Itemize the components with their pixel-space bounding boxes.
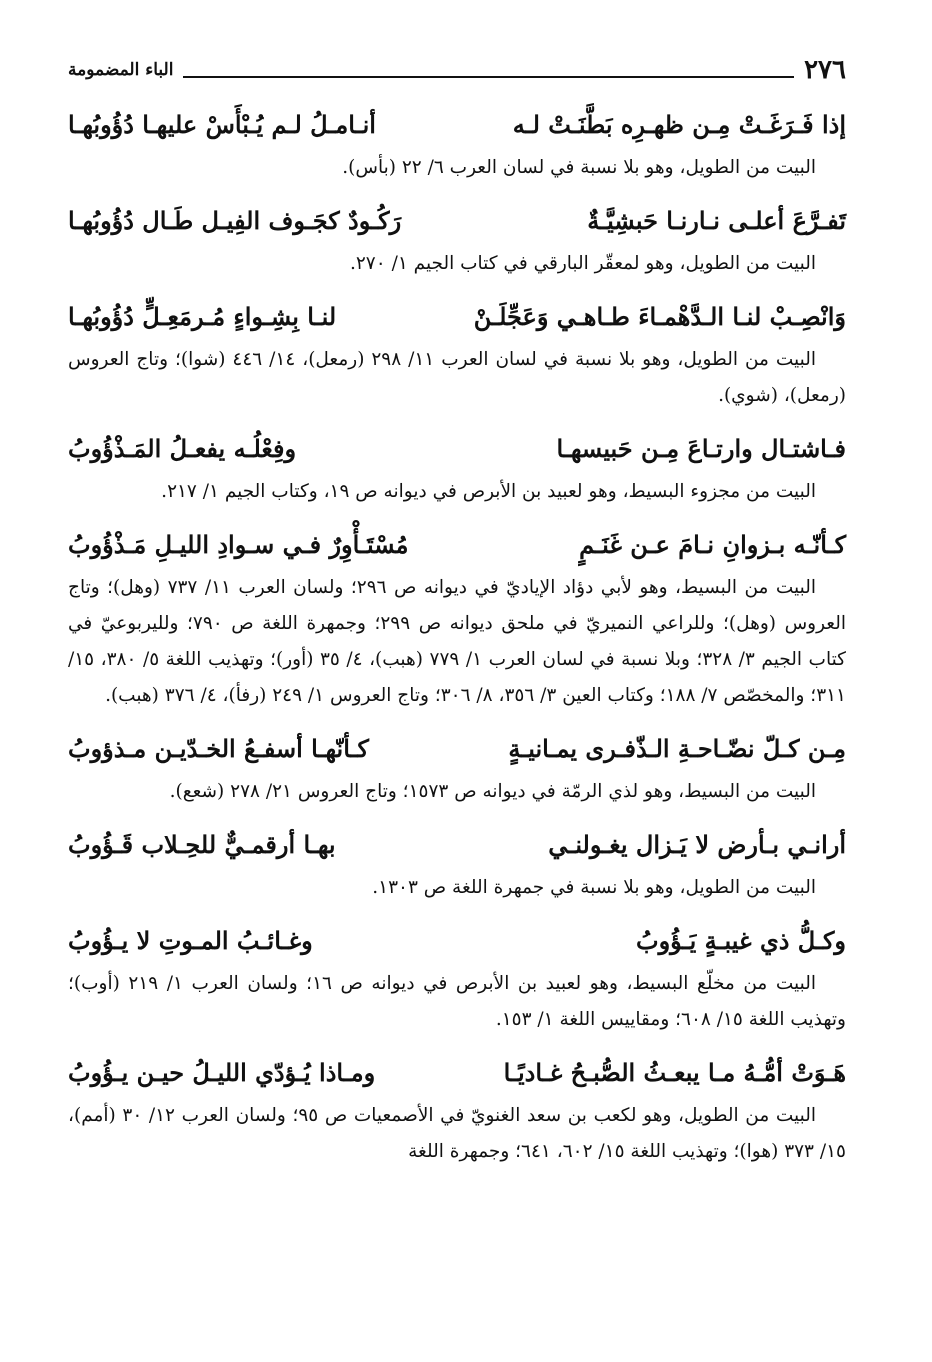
verse-line — [68, 724, 846, 774]
first-hemistich: هَـوَتْ أمُّـهُ مـا يبعـثُ الصُّبـحُ غـاديًـا — [503, 1058, 846, 1087]
verse-entry — [68, 100, 846, 186]
verse-entry — [68, 292, 846, 414]
verse-line — [68, 820, 846, 870]
verse-source-note: البيت من الطويل، وهو بلا نسبة في لسان العرب ١١/ ٢٩٨ (رمعل)، ١٤/ ٤٤٦ (شوا)؛ وتاج العروس (رمعل)، (شوي). — [68, 349, 846, 406]
first-hemistich: أرانـي بـأرض لا يَـزال يغـولنـي — [548, 830, 846, 859]
page-number: ٢٧٦ — [804, 55, 846, 85]
first-hemistich: مِـن كـلّ نضّـاحـةِ الـذّفـرى يمـانيـةٍ — [508, 734, 846, 763]
verse-entry — [68, 916, 846, 1038]
verse-source-note: البيت من الطويل، وهو بلا نسبة في جمهرة اللغة ص ١٣٠٣. — [372, 877, 816, 898]
second-hemistich: ومـاذا يُـؤدّي الليـلُ حيـن يـؤُوبُ — [68, 1058, 376, 1087]
verse-source-note: البيت من مجزوء البسيط، وهو لعبيد بن الأبرص في ديوانه ص ١٩، وكتاب الجيم ١/ ٢١٧. — [161, 481, 816, 502]
first-hemistich: كـأنّـه بـزوانِ نـامَ عـن غَنَـمٍ — [579, 530, 846, 559]
second-hemistich: مُسْتَـأْوِرٌ فـي سـوادِ الليـلِ مَـذْؤُوبُ — [68, 530, 409, 559]
verse-line — [68, 196, 846, 246]
verse-entry — [68, 724, 846, 810]
second-hemistich: أنـامـلُ لـم يُـبْأَسْ عليهـا دُؤُوبُهـا — [68, 110, 376, 139]
first-hemistich: وَانْصِـبْ لنـا الـدَّهْمـاءَ طـاهـي وَعَجِّلَـنْ — [473, 302, 846, 331]
verse-source-note: البيت من مخلّع البسيط، وهو لعبيد بن الأبرص في ديوانه ص ١٦؛ ولسان العرب ١/ ٢١٩ (أوب)؛ وتهذيب اللغة ١٥/ ٦٠٨؛ ومقاييس اللغة ١/ ١٥٣. — [68, 973, 846, 1030]
first-hemistich: تَفـرَّعَ أعلـى نـارنـا حَبشِيَّـةٌ — [587, 206, 846, 235]
second-hemistich: لنـا بِشِـواءٍ مُـرمَعِـلٍّ دُؤُوبُهـا — [68, 302, 337, 331]
second-hemistich: رَكُـودٌ كجَـوف الفِيـل طَـال دُؤُوبُهـا — [68, 206, 402, 235]
second-hemistich: بهـا أرقمـيٌّ للحِـلاب قَـؤُوبُ — [68, 830, 336, 859]
second-hemistich: كـأنّهـا أسفـعُ الخـدّيـن مـذؤوبُ — [68, 734, 369, 763]
verse-entry — [68, 520, 846, 714]
verse-entry — [68, 1048, 846, 1170]
verse-line — [68, 1048, 846, 1098]
page-header — [68, 52, 846, 88]
second-hemistich: وفِعْلُـه يفعـلُ المَـذْؤُوبُ — [68, 434, 297, 463]
verse-line — [68, 100, 846, 150]
verse-line — [68, 424, 846, 474]
verse-source-note: البيت من الطويل، وهو لكعب بن سعد الغنويّ في الأصمعيات ص ٩٥؛ ولسان العرب ١٢/ ٣٠ (أمم)، ١٥/ ٣٧٣ (هوا)؛ وتهذيب اللغة ١٥/ ٦٠٢، ٦٤١؛ وجمهرة اللغة — [68, 1105, 846, 1162]
second-hemistich: وغـائـبُ المـوتِ لا يـؤُوبُ — [68, 926, 313, 955]
running-title: الباء المضمومة — [68, 60, 174, 80]
verse-line — [68, 292, 846, 342]
verse-source-note: البيت من البسيط، وهو لأبي دؤاد الإياديّ في ديوانه ص ٢٩٦؛ ولسان العرب ١١/ ٧٣٧ (وهل)؛ وتاج العروس (وهل)؛ وللراعي النميريّ في ملحق ديوانه ص ٢٩٩؛ وجمهرة اللغة ص ٧٩٠؛ ولليربوعيّ في كتاب الجيم ٣/ ٣٢٨؛ وبلا نسبة في لسان العرب ١/ ٧٧٩ (هبب)، ٤/ ٣٥ (أور)؛ وتهذيب اللغة ٥/ ٣٨٠، ١٥/ ٣١١؛ والمخصّص ٧/ ١٨٨؛ وكتاب العين ٣/ ٣٥٦، ٨/ ٣٠٦؛ وتاج العروس ١/ ٢٤٩ (رفأ)، ٤/ ٣٧٦ (هبب). — [68, 577, 846, 706]
first-hemistich: فـاشتـال وارتـاعَ مِـن حَبيسهـا — [556, 434, 846, 463]
first-hemistich: وكـلُّ ذي غيبـةٍ يَـؤُوبُ — [636, 926, 846, 955]
verse-entry — [68, 820, 846, 906]
verse-source-note: البيت من الطويل، وهو لمعقّر البارقي في كتاب الجيم ١/ ٢٧٠. — [349, 253, 816, 274]
verse-line — [68, 916, 846, 966]
verse-entry — [68, 424, 846, 510]
verse-source-note: البيت من الطويل، وهو بلا نسبة في لسان العرب ٦/ ٢٢ (بأس). — [342, 157, 816, 178]
first-hemistich: إذا فَـرَغَـتْ مِـن ظهـرِه بَطَّنَـتْ لـه — [512, 110, 846, 139]
verse-entry — [68, 196, 846, 282]
page-content — [68, 100, 846, 1180]
header-rule — [183, 76, 794, 78]
verse-source-note: البيت من البسيط، وهو لذي الرمّة في ديوانه ص ١٥٧٣؛ وتاج العروس ٢١/ ٢٧٨ (شعع). — [169, 781, 816, 802]
verse-line — [68, 520, 846, 570]
